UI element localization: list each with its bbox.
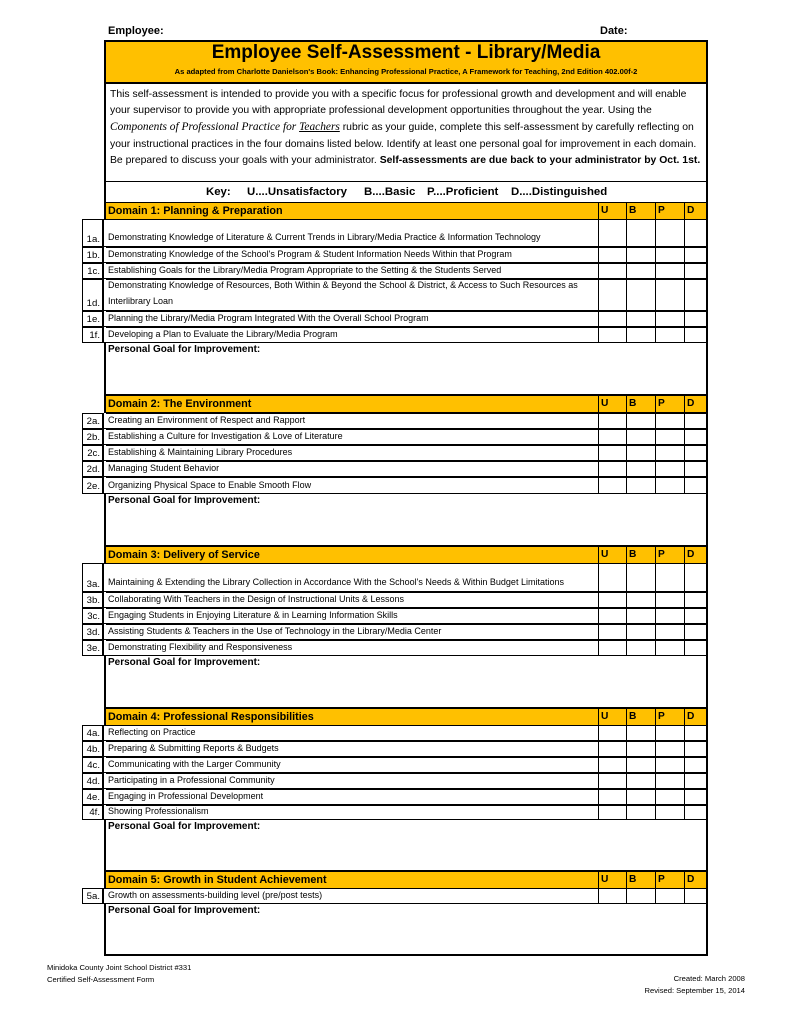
rating-cell-u[interactable]	[598, 741, 626, 756]
rating-cell-u[interactable]	[598, 563, 626, 591]
rating-cell-d[interactable]	[684, 592, 708, 607]
item-description-text: Demonstrating Knowledge of Resources, Both Within & Beyond the School & District, & Access to Such Resources as Interlibrary Loan	[108, 280, 578, 306]
rating-cell-u[interactable]	[598, 592, 626, 607]
rating-cell-p[interactable]	[655, 445, 684, 460]
rating-cell-u[interactable]	[598, 773, 626, 788]
table-row	[82, 741, 708, 757]
title-banner	[104, 40, 708, 84]
date-label: Date:	[600, 25, 628, 37]
rating-key	[104, 182, 708, 202]
item-number-text: 3c.	[87, 611, 100, 622]
rating-cell-d[interactable]	[684, 445, 708, 460]
rating-cell-b[interactable]	[626, 279, 655, 310]
domain-1-rating-header-u: U	[598, 202, 626, 220]
rating-cell-p[interactable]	[655, 805, 684, 819]
domain-4-rating-header-b: B	[626, 708, 655, 726]
item-number	[82, 757, 104, 772]
rating-cell-p[interactable]	[655, 563, 684, 591]
rating-cell-d[interactable]	[684, 608, 708, 623]
item-number-text: 4e.	[86, 792, 100, 803]
rating-cell-p[interactable]	[655, 311, 684, 326]
rating-cell-d[interactable]	[684, 741, 708, 756]
item-description	[106, 477, 600, 493]
item-description-text: Establishing & Maintaining Library Procedures	[108, 446, 293, 457]
key-basic: B....Basic	[364, 186, 416, 198]
rating-cell-b[interactable]	[626, 429, 655, 444]
rating-cell-p[interactable]	[655, 741, 684, 756]
rating-cell-b[interactable]	[626, 445, 655, 460]
item-description-text: Developing a Plan to Evaluate the Library/Media Program	[108, 328, 338, 339]
rating-cell-b[interactable]	[626, 773, 655, 788]
rating-cell-u[interactable]	[598, 247, 626, 262]
item-number	[82, 445, 104, 460]
rating-cell-p[interactable]	[655, 608, 684, 623]
table-row	[82, 263, 708, 279]
rating-cell-d[interactable]	[684, 773, 708, 788]
rating-cell-b[interactable]	[626, 725, 655, 740]
item-description	[106, 888, 600, 903]
rating-cell-d[interactable]	[684, 413, 708, 428]
item-description	[106, 725, 600, 740]
rating-cell-p[interactable]	[655, 263, 684, 278]
item-description	[106, 789, 600, 804]
item-number-text: 3a.	[86, 579, 100, 590]
rating-cell-b[interactable]	[626, 327, 655, 342]
footer-created: Created: March 2008	[673, 974, 745, 983]
rating-cell-d[interactable]	[684, 247, 708, 262]
domain-4-title: Domain 4: Professional Responsibilities	[108, 711, 314, 723]
table-row	[82, 725, 708, 741]
rating-cell-p[interactable]	[655, 219, 684, 246]
item-number-text: 1a.	[86, 234, 100, 245]
rating-cell-p[interactable]	[655, 429, 684, 444]
rating-cell-u[interactable]	[598, 624, 626, 639]
item-number-text: 4f.	[89, 807, 100, 818]
domain-3-goal-field[interactable]	[104, 656, 708, 708]
rating-cell-d[interactable]	[684, 563, 708, 591]
item-description	[106, 413, 600, 428]
rating-cell-b[interactable]	[626, 888, 655, 903]
rating-cell-b[interactable]	[626, 263, 655, 278]
rating-cell-u[interactable]	[598, 608, 626, 623]
rating-cell-b[interactable]	[626, 311, 655, 326]
key-proficient: P....Proficient	[427, 186, 499, 198]
item-number-text: 5a.	[86, 891, 100, 902]
item-description-text: Establishing Goals for the Library/Media Program Appropriate to the Setting & the Students Served	[108, 264, 502, 275]
rating-cell-u[interactable]	[598, 413, 626, 428]
table-row	[82, 624, 708, 640]
rating-cell-u[interactable]	[598, 805, 626, 819]
item-number	[82, 311, 104, 326]
instructions-paragraph	[104, 84, 708, 182]
item-description	[106, 445, 600, 460]
domain-3-rating-header-d: D	[684, 546, 708, 564]
item-description-text: Engaging in Professional Development	[108, 790, 264, 801]
item-number-text: 4b.	[86, 744, 100, 755]
item-description	[106, 279, 600, 310]
rating-cell-u[interactable]	[598, 477, 626, 493]
item-description-text: Communicating with the Larger Community	[108, 758, 281, 769]
rating-cell-p[interactable]	[655, 247, 684, 262]
key-label: Key:	[206, 186, 231, 198]
item-number-text: 4d.	[86, 776, 100, 787]
item-description-text: Creating an Environment of Respect and Rapport	[108, 414, 306, 425]
domain-5-title: Domain 5: Growth in Student Achievement	[108, 874, 327, 886]
rating-cell-d[interactable]	[684, 429, 708, 444]
rating-cell-u[interactable]	[598, 429, 626, 444]
rating-cell-b[interactable]	[626, 624, 655, 639]
domain-1-rating-header-d: D	[684, 202, 708, 220]
item-description	[106, 247, 600, 262]
table-row	[82, 219, 708, 247]
rating-cell-u[interactable]	[598, 327, 626, 342]
item-number	[82, 624, 104, 639]
item-description	[106, 429, 600, 444]
rating-cell-b[interactable]	[626, 219, 655, 246]
rating-cell-d[interactable]	[684, 477, 708, 493]
goal-label: Personal Goal for Improvement:	[108, 905, 261, 916]
item-description-text: Managing Student Behavior	[108, 462, 220, 473]
domain-4-header	[104, 708, 708, 726]
item-number-text: 1b.	[86, 250, 100, 261]
page-title: Employee Self-Assessment - Library/Media	[211, 42, 601, 63]
item-number-text: 1c.	[87, 266, 100, 277]
rating-cell-d[interactable]	[684, 219, 708, 246]
table-row	[82, 413, 708, 429]
domain-2-header	[104, 395, 708, 413]
item-description-text: Planning the Library/Media Program Integrated With the Overall School Program	[108, 312, 429, 323]
item-number	[82, 592, 104, 607]
domain-2-goal-field[interactable]	[104, 494, 708, 546]
rating-cell-d[interactable]	[684, 461, 708, 476]
domain-1-title: Domain 1: Planning & Preparation	[108, 205, 283, 217]
intro-due-date: Self-assessments are due back to your administrator by Oct. 1st.	[379, 154, 701, 166]
rating-cell-u[interactable]	[598, 789, 626, 804]
item-description	[106, 219, 600, 246]
domain-2-title: Domain 2: The Environment	[108, 398, 252, 410]
rating-cell-b[interactable]	[626, 563, 655, 591]
item-number	[82, 247, 104, 262]
item-description-text: Showing Professionalism	[108, 805, 209, 816]
item-number	[82, 429, 104, 444]
domain-1-rating-header-b: B	[626, 202, 655, 220]
domain-4-goal-field[interactable]	[104, 820, 708, 871]
rating-cell-p[interactable]	[655, 477, 684, 493]
item-description-text: Reflecting on Practice	[108, 726, 196, 737]
domain-5-rating-header-b: B	[626, 871, 655, 889]
rating-cell-u[interactable]	[598, 445, 626, 460]
domain-3-rating-header-b: B	[626, 546, 655, 564]
item-number-text: 3e.	[86, 643, 100, 654]
rating-cell-p[interactable]	[655, 725, 684, 740]
rating-cell-d[interactable]	[684, 640, 708, 655]
rating-cell-d[interactable]	[684, 757, 708, 772]
rating-cell-b[interactable]	[626, 789, 655, 804]
rating-cell-p[interactable]	[655, 461, 684, 476]
rating-cell-d[interactable]	[684, 624, 708, 639]
domain-4-rating-header-p: P	[655, 708, 684, 726]
rating-cell-u[interactable]	[598, 640, 626, 655]
intro-text-1: This self-assessment is intended to provide you with a specific focus for professional growth and development and will enable your supervisor to provide you with appropriate professional development opportunities throughout the year. Using the	[110, 89, 687, 117]
table-row	[82, 445, 708, 461]
rating-cell-p[interactable]	[655, 640, 684, 655]
rating-cell-p[interactable]	[655, 624, 684, 639]
rating-cell-u[interactable]	[598, 888, 626, 903]
item-description-text: Growth on assessments-building level (pre/post tests)	[108, 889, 323, 900]
rating-cell-d[interactable]	[684, 805, 708, 819]
rating-cell-p[interactable]	[655, 773, 684, 788]
rating-cell-b[interactable]	[626, 757, 655, 772]
table-row	[82, 640, 708, 656]
rating-cell-d[interactable]	[684, 888, 708, 903]
intro-text-2: rubric as your guide, complete this self-assessment by carefully reflecting on your instructional practices in the four domains listed below. Identify at least one personal goal for improvement in each domain. Be prepared to discuss your goals with your administrator.	[110, 122, 697, 166]
item-number	[82, 741, 104, 756]
rating-cell-b[interactable]	[626, 592, 655, 607]
table-row	[82, 279, 708, 311]
table-row	[82, 327, 708, 343]
rating-cell-b[interactable]	[626, 805, 655, 819]
rating-cell-p[interactable]	[655, 757, 684, 772]
rating-cell-d[interactable]	[684, 327, 708, 342]
item-description	[106, 563, 600, 591]
item-description-text: Organizing Physical Space to Enable Smooth Flow	[108, 479, 312, 490]
table-row	[82, 888, 708, 904]
rating-cell-u[interactable]	[598, 757, 626, 772]
rating-cell-p[interactable]	[655, 592, 684, 607]
item-description-text: Participating in a Professional Community	[108, 774, 275, 785]
item-number-text: 1e.	[86, 314, 100, 325]
rating-cell-b[interactable]	[626, 413, 655, 428]
item-description	[106, 608, 600, 623]
domain-5-header	[104, 871, 708, 889]
item-number	[82, 279, 104, 310]
item-description	[106, 461, 600, 476]
item-number	[82, 563, 104, 591]
domain-2-rating-header-d: D	[684, 395, 708, 413]
item-number	[82, 640, 104, 655]
item-description-text: Establishing a Culture for Investigation & Love of Literature	[108, 430, 343, 441]
table-row	[82, 563, 708, 592]
item-number-text: 3d.	[86, 627, 100, 638]
goal-label: Personal Goal for Improvement:	[108, 657, 261, 668]
rating-cell-u[interactable]	[598, 263, 626, 278]
item-number-text: 2b.	[86, 432, 100, 443]
item-description	[106, 592, 600, 607]
item-number-text: 1f.	[89, 330, 100, 341]
item-number	[82, 461, 104, 476]
item-description	[106, 741, 600, 756]
rating-cell-b[interactable]	[626, 461, 655, 476]
rating-cell-u[interactable]	[598, 725, 626, 740]
rating-cell-p[interactable]	[655, 888, 684, 903]
rating-cell-d[interactable]	[684, 279, 708, 310]
rating-cell-d[interactable]	[684, 263, 708, 278]
goal-label: Personal Goal for Improvement:	[108, 821, 261, 832]
rating-cell-d[interactable]	[684, 789, 708, 804]
table-row	[82, 608, 708, 624]
item-description-text: Preparing & Submitting Reports & Budgets	[108, 742, 279, 753]
rating-cell-p[interactable]	[655, 789, 684, 804]
item-number	[82, 789, 104, 804]
item-number-text: 3b.	[86, 595, 100, 606]
rating-cell-b[interactable]	[626, 247, 655, 262]
rating-cell-u[interactable]	[598, 279, 626, 310]
item-number-text: 2c.	[87, 448, 100, 459]
item-description-text: Demonstrating Knowledge of the School's Program & Student Information Needs Within that Program	[108, 248, 512, 259]
item-number-text: 1d.	[86, 298, 100, 309]
item-number	[82, 327, 104, 342]
key-unsatisfactory: U....Unsatisfactory	[247, 186, 348, 198]
table-row	[82, 477, 708, 494]
domain-5-rating-header-d: D	[684, 871, 708, 889]
item-description	[106, 805, 600, 819]
rating-cell-b[interactable]	[626, 477, 655, 493]
table-row	[82, 247, 708, 263]
domain-3-header	[104, 546, 708, 564]
item-description	[106, 311, 600, 326]
domain-2-rating-header-b: B	[626, 395, 655, 413]
rating-cell-u[interactable]	[598, 461, 626, 476]
item-description-text: Engaging Students in Enjoying Literature & in Learning Information Skills	[108, 609, 398, 620]
item-number	[82, 477, 104, 493]
item-number-text: 2e.	[86, 481, 100, 492]
domain-2-rating-header-u: U	[598, 395, 626, 413]
domain-3-title: Domain 3: Delivery of Service	[108, 549, 260, 561]
item-description	[106, 624, 600, 639]
item-number	[82, 805, 104, 819]
goal-label: Personal Goal for Improvement:	[108, 495, 261, 506]
rating-cell-b[interactable]	[626, 741, 655, 756]
domain-4-rating-header-d: D	[684, 708, 708, 726]
table-row	[82, 461, 708, 477]
item-number	[82, 608, 104, 623]
domain-5-goal-field[interactable]	[104, 904, 708, 956]
item-description	[106, 773, 600, 788]
rating-cell-b[interactable]	[626, 640, 655, 655]
table-row	[82, 311, 708, 327]
item-number-text: 4c.	[87, 760, 100, 771]
item-description-text: Demonstrating Knowledge of Literature & Current Trends in Library/Media Practice & Information Technology	[108, 231, 541, 242]
domain-1-rating-header-p: P	[655, 202, 684, 220]
item-description	[106, 263, 600, 278]
intro-italic-text: Components of Professional Practice for	[110, 121, 300, 134]
rating-cell-d[interactable]	[684, 311, 708, 326]
footer-district: Minidoka County Joint School District #331	[47, 963, 192, 972]
page-subtitle: As adapted from Charlotte Danielson's Book: Enhancing Professional Practice, A Framework for Teaching, 2nd Edition 402.00f-2	[174, 67, 638, 76]
domain-5-rating-header-u: U	[598, 871, 626, 889]
rating-cell-b[interactable]	[626, 608, 655, 623]
item-number-text: 2a.	[86, 416, 100, 427]
domain-1-goal-field[interactable]	[104, 343, 708, 395]
item-description-text: Demonstrating Flexibility and Responsiveness	[108, 641, 293, 652]
table-row	[82, 592, 708, 608]
domain-1-header	[104, 202, 708, 220]
item-number	[82, 725, 104, 740]
footer-form-name: Certified Self-Assessment Form	[47, 975, 155, 984]
item-number-text: 4a.	[86, 728, 100, 739]
item-number	[82, 888, 104, 903]
domain-5-rating-header-p: P	[655, 871, 684, 889]
table-row	[82, 757, 708, 773]
rating-cell-p[interactable]	[655, 413, 684, 428]
domain-3-rating-header-u: U	[598, 546, 626, 564]
item-number	[82, 219, 104, 246]
item-number	[82, 413, 104, 428]
rating-cell-d[interactable]	[684, 725, 708, 740]
employee-label: Employee:	[108, 25, 164, 37]
rating-cell-p[interactable]	[655, 327, 684, 342]
rating-cell-p[interactable]	[655, 279, 684, 310]
key-distinguished: D....Distinguished	[511, 186, 608, 198]
rating-cell-u[interactable]	[598, 219, 626, 246]
item-description-text: Maintaining & Extending the Library Collection in Accordance With the School's Needs & Within Budget Limitations	[108, 576, 564, 587]
goal-label: Personal Goal for Improvement:	[108, 344, 261, 355]
item-description	[106, 757, 600, 772]
item-number	[82, 773, 104, 788]
intro-italic-underline: Teachers	[299, 121, 340, 134]
table-row	[82, 429, 708, 445]
item-description-text: Collaborating With Teachers in the Design of Instructional Units & Lessons	[108, 593, 404, 604]
domain-4-rating-header-u: U	[598, 708, 626, 726]
domain-2-rating-header-p: P	[655, 395, 684, 413]
item-number-text: 2d.	[86, 464, 100, 475]
item-number	[82, 263, 104, 278]
table-row	[82, 773, 708, 789]
item-description	[106, 640, 600, 655]
footer-revised: Revised: September 15, 2014	[644, 986, 745, 995]
item-description-text: Assisting Students & Teachers in the Use of Technology in the Library/Media Center	[108, 625, 442, 636]
rating-cell-u[interactable]	[598, 311, 626, 326]
table-row	[82, 805, 708, 820]
item-description	[106, 327, 600, 342]
domain-3-rating-header-p: P	[655, 546, 684, 564]
